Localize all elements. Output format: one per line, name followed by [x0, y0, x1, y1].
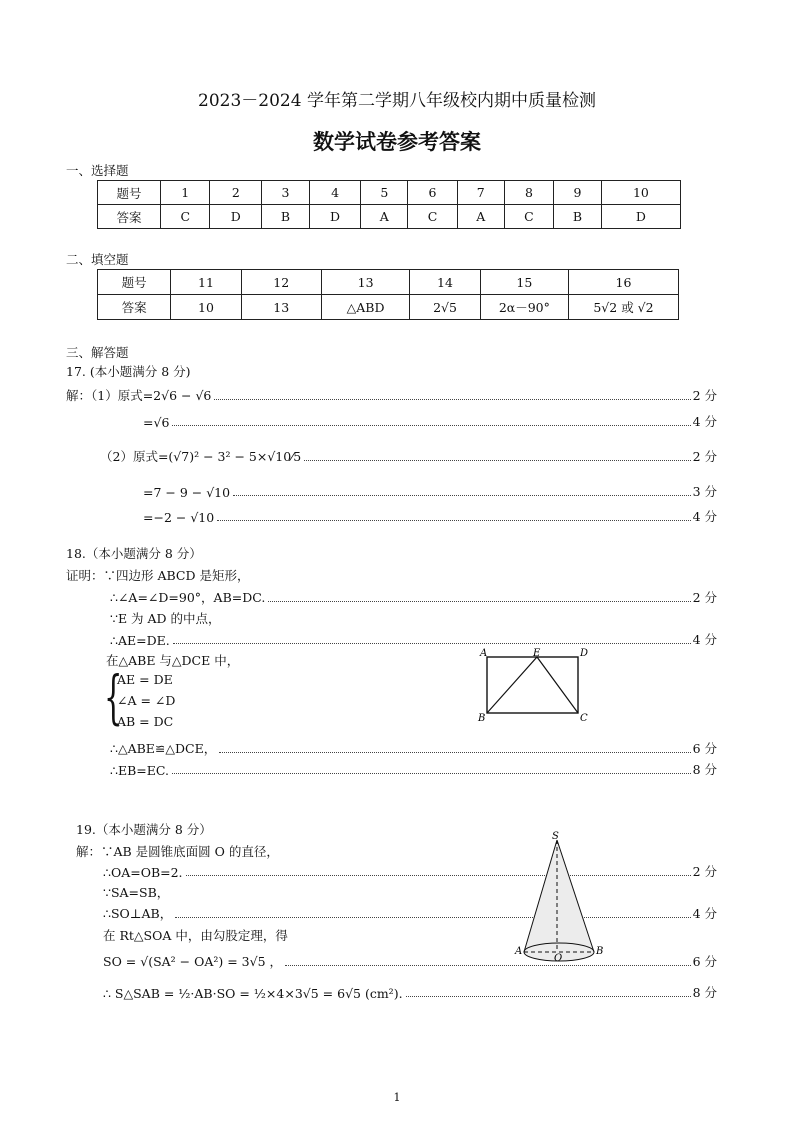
- q18-solution-line: [117, 714, 176, 729]
- page-number: 1: [393, 1091, 401, 1104]
- table-cell: 14: [410, 270, 480, 295]
- cone-figure: [510, 828, 610, 968]
- table-cell: 8: [504, 181, 553, 205]
- row-label: 题号: [98, 181, 161, 205]
- label-a: A: [515, 946, 523, 957]
- score-label: 2 分: [692, 864, 717, 879]
- dot-leader: [172, 773, 691, 774]
- q18-solution-line: [110, 739, 717, 757]
- table-cell: 16: [568, 270, 678, 295]
- dot-leader: [304, 460, 690, 461]
- table-cell: 6: [408, 181, 457, 205]
- solution-text: SO = √(SA² − OA²) = 3√5 ，: [103, 954, 283, 969]
- q17-solution-line: [66, 386, 717, 404]
- solution-text: =√6: [143, 415, 170, 430]
- dot-leader: [217, 520, 690, 521]
- table-cell: △ABD: [321, 295, 409, 320]
- score-label: 4 分: [692, 414, 717, 429]
- solution-text: ∴ S△SAB = ½·AB·SO = ½×4×3√5 = 6√5 (cm²).: [103, 986, 403, 1001]
- label-d: D: [580, 648, 589, 659]
- label-s: S: [552, 831, 559, 842]
- rectangle-abcd: [487, 657, 578, 713]
- q18-solution-line: [117, 693, 178, 708]
- solution-text: ∴△ABE≌△DCE，: [110, 741, 217, 756]
- solution-text: 解：∵AB 是圆锥底面圆 O 的直径，: [76, 844, 279, 859]
- triangle-ebc: [487, 657, 578, 713]
- section3-heading: 三、解答题: [66, 345, 129, 360]
- table-cell: 12: [241, 270, 321, 295]
- q18-solution-line: [66, 566, 252, 584]
- system-brace: {: [104, 663, 123, 731]
- row-label: 题号: [98, 270, 171, 295]
- section2-heading: 二、填空题: [66, 252, 129, 267]
- table-cell: 1: [161, 181, 210, 205]
- dot-leader: [186, 875, 691, 876]
- solution-text: AB = DC: [117, 714, 174, 729]
- q17-solution-line: [143, 412, 717, 430]
- label-a: A: [480, 648, 488, 659]
- solution-text: =−2 − √10: [143, 510, 215, 525]
- table-cell: 3: [262, 181, 310, 205]
- row-label: 答案: [98, 295, 171, 320]
- solution-text: ∴OA=OB=2.: [103, 865, 183, 880]
- label-c: C: [580, 713, 588, 724]
- table-cell: 9: [554, 181, 602, 205]
- dot-leader: [268, 601, 690, 602]
- solution-text: ∵E 为 AD 的中点，: [110, 611, 221, 626]
- dot-leader: [233, 495, 690, 496]
- q18-solution-line: [110, 609, 224, 627]
- q17-solution-line: [143, 507, 717, 525]
- q19-solution-line: [103, 862, 717, 880]
- table-cell: D: [210, 205, 262, 229]
- table-row: [98, 205, 681, 229]
- table-cell: 13: [321, 270, 409, 295]
- score-label: 8 分: [692, 762, 717, 777]
- row-label: 答案: [98, 205, 161, 229]
- q19-title: 19.（本小题满分 8 分）: [76, 822, 212, 837]
- dot-leader: [406, 996, 691, 997]
- solution-text: =7 − 9 − √10: [143, 485, 231, 500]
- table-cell: 13: [241, 295, 321, 320]
- table-cell: 10: [601, 181, 680, 205]
- rectangle-figure: [478, 645, 598, 725]
- table-cell: D: [601, 205, 680, 229]
- table-row: [98, 295, 679, 320]
- dot-leader: [175, 917, 690, 918]
- label-b: B: [596, 946, 604, 957]
- solution-text: ∴SO⊥AB，: [103, 906, 173, 921]
- label-o: O: [554, 953, 563, 964]
- q18-title: 18.（本小题满分 8 分）: [66, 546, 202, 561]
- score-label: 2 分: [692, 388, 717, 403]
- dot-leader: [172, 425, 690, 426]
- table-cell: 5: [361, 181, 408, 205]
- table-cell: 2√5: [410, 295, 480, 320]
- table-cell: C: [161, 205, 210, 229]
- table-row: [98, 181, 681, 205]
- solution-text: AE = DE: [117, 672, 173, 687]
- solution-text: ∵SA=SB，: [103, 885, 170, 900]
- q18-solution-line: [110, 588, 717, 606]
- q17-solution-line: [143, 482, 717, 500]
- dot-leader: [173, 643, 691, 644]
- score-label: 6 分: [692, 954, 717, 969]
- dot-leader: [219, 752, 690, 753]
- q18-solution-line: [110, 760, 717, 778]
- fill-answer-table: [97, 269, 679, 320]
- score-label: 8 分: [692, 985, 717, 1000]
- table-cell: B: [554, 205, 602, 229]
- score-label: 3 分: [692, 484, 717, 499]
- table-cell: C: [408, 205, 457, 229]
- label-b: B: [478, 713, 486, 724]
- table-cell: A: [457, 205, 504, 229]
- document-title: 2023－2024 学年第二学期八年级校内期中质量检测: [198, 91, 596, 111]
- table-cell: 11: [171, 270, 241, 295]
- solution-text: 证明：∵四边形 ABCD 是矩形，: [66, 568, 250, 583]
- score-label: 6 分: [692, 741, 717, 756]
- score-label: 4 分: [692, 632, 717, 647]
- q17-solution-line: [100, 447, 717, 465]
- q17-title: 17. (本小题满分 8 分): [66, 364, 191, 379]
- score-label: 4 分: [692, 906, 717, 921]
- q18-solution-line: [110, 630, 717, 648]
- solution-text: 在 Rt△SOA 中，由勾股定理，得: [103, 928, 288, 943]
- solution-text: ∴∠A=∠D=90°，AB=DC.: [110, 590, 266, 605]
- table-row: [98, 270, 679, 295]
- table-cell: 10: [171, 295, 241, 320]
- solution-text: 在△ABE 与△DCE 中，: [106, 653, 240, 668]
- solution-text: ∴EB=EC.: [110, 763, 169, 778]
- section1-heading: 一、选择题: [66, 163, 129, 178]
- q19-solution-line: [76, 842, 282, 860]
- solution-text: ∠A = ∠D: [117, 693, 176, 708]
- document-subtitle: 数学试卷参考答案: [313, 129, 481, 154]
- table-cell: 2: [210, 181, 262, 205]
- table-cell: C: [504, 205, 553, 229]
- dot-leader: [214, 399, 690, 400]
- score-label: 2 分: [692, 449, 717, 464]
- label-e: E: [533, 648, 541, 659]
- q18-solution-line: [106, 651, 242, 669]
- q19-solution-line: [103, 904, 717, 922]
- q19-solution-line: [103, 952, 717, 970]
- table-cell: 7: [457, 181, 504, 205]
- choice-answer-table: [97, 180, 681, 229]
- score-label: 2 分: [692, 590, 717, 605]
- dot-leader: [285, 965, 691, 966]
- table-cell: 15: [480, 270, 568, 295]
- q19-solution-line: [103, 883, 172, 901]
- solution-text: ∴AE=DE.: [110, 633, 170, 648]
- q19-solution-line: [103, 983, 717, 1001]
- q18-solution-line: [117, 672, 176, 687]
- table-cell: A: [361, 205, 408, 229]
- table-cell: D: [309, 205, 361, 229]
- solution-text: 解：（1）原式=2√6 − √6: [66, 388, 212, 403]
- score-label: 4 分: [692, 509, 717, 524]
- table-cell: 5√2 或 √2: [568, 295, 678, 320]
- table-cell: 4: [309, 181, 361, 205]
- table-cell: 2α－90°: [480, 295, 568, 320]
- table-cell: B: [262, 205, 310, 229]
- q19-solution-line: [103, 926, 291, 944]
- solution-text: （2）原式=(√7)² − 3² − 5×√10⁄5: [100, 449, 302, 464]
